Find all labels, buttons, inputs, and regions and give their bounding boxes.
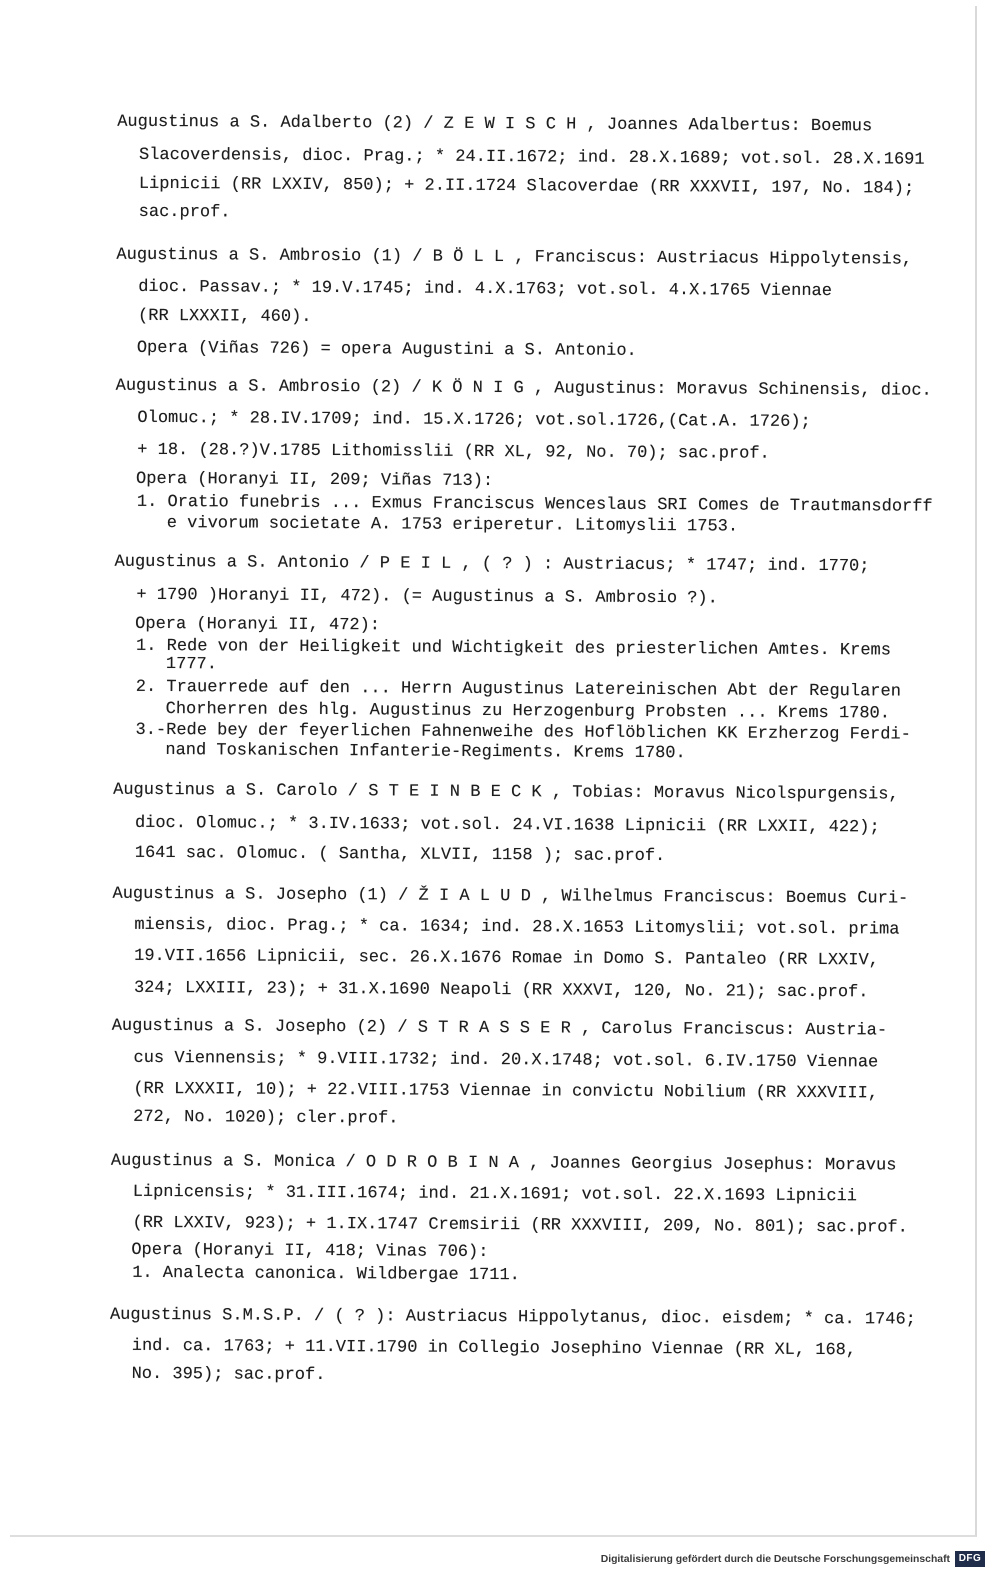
entry-line: No. 395); sac.prof. bbox=[131, 1364, 326, 1386]
dfg-logo: DFG bbox=[955, 1551, 985, 1567]
opera-line: Opera (Viñas 726) = opera Augustini a S. Antonio. bbox=[136, 338, 637, 361]
work-item-line: 2. Trauerrede auf den ... Herrn Augustinus Latereinischen Abt der Regularen bbox=[135, 677, 901, 702]
entry-line: dioc. Passav.; * 19.V.1745; ind. 4.X.1763; vot.sol. 4.X.1765 Viennae bbox=[138, 277, 833, 302]
entry-line: Slacoverdensis, dioc. Prag.; * 24.II.1672; ind. 28.X.1689; vot.sol. 28.X.1691 bbox=[138, 145, 925, 170]
work-item-line: 3.-Rede bey der feyerlichen Fahnenweihe des Hoflöblichen KK Erzherzog Ferdi- bbox=[135, 720, 911, 745]
entry-heading-line: Augustinus a S. Adalberto (2) / Z E W I S C H , Joannes Adalbertus: Boemus bbox=[117, 112, 873, 137]
entry-line: Olomuc.; * 28.IV.1709; ind. 15.X.1726; vot.sol.1726,(Cat.A. 1726); bbox=[137, 408, 811, 432]
entry-line: miensis, dioc. Prag.; * ca. 1634; ind. 28.X.1653 Litomyslii; vot.sol. prima bbox=[134, 915, 900, 940]
entry-heading-line: Augustinus a S. Ambrosio (1) / B Ö L L , Franciscus: Austriacus Hippolytensis, bbox=[116, 245, 913, 270]
work-item-line: 1777. bbox=[165, 655, 218, 675]
entry-heading-line: Augustinus a S. Ambrosio (2) / K Ö N I G , Augustinus: Moravus Schinensis, dioc. bbox=[115, 376, 932, 401]
entry-line: Lipnicensis; * 31.III.1674; ind. 21.X.1691; vot.sol. 22.X.1693 Lipnicii bbox=[132, 1182, 858, 1207]
entry-line: Lipnicii (RR LXXIV, 850); + 2.II.1724 Slacoverdae (RR XXXVII, 197, No. 184); bbox=[138, 174, 915, 199]
work-item-line: 1. Oratio funebris ... Exmus Franciscus Wenceslaus SRI Comes de Trautmansdorff bbox=[136, 492, 933, 517]
entry-line: + 1790 )Horanyi II, 472). (= Augustinus a S. Ambrosio ?). bbox=[136, 585, 718, 609]
entry-line: 19.VII.1656 Lipnicii, sec. 26.X.1676 Romae in Domo S. Pantaleo (RR LXXIV, bbox=[134, 946, 879, 971]
footer-text: Digitalisierung gefördert durch die Deutsche Forschungsgemeinschaft bbox=[600, 1553, 950, 1565]
entry-line: 324; LXXIII, 23); + 31.X.1690 Neapoli (RR XXXVI, 120, No. 21); sac.prof. bbox=[133, 978, 869, 1003]
entry-heading-line: Augustinus a S. Monica / O D R O B I N A , Joannes Georgius Josephus: Moravus bbox=[110, 1151, 897, 1176]
work-item-line: e vivorum societate A. 1753 eriperetur. Litomyslii 1753. bbox=[166, 514, 739, 537]
entry-line: ind. ca. 1763; + 11.VII.1790 in Collegio Josephino Viennae (RR XL, 168, bbox=[131, 1336, 857, 1361]
work-item-line: 1. Rede von der Heiligkeit und Wichtigkeit des priesterlichen Amtes. Krems bbox=[135, 636, 892, 661]
opera-line: Opera (Horanyi II, 472): bbox=[135, 614, 381, 636]
opera-line: Opera (Horanyi II, 418; Vinas 706): bbox=[131, 1240, 489, 1263]
entry-heading-line: Augustinus a S. Josepho (1) / Ž I A L U D , Wilhelmus Franciscus: Boemus Curi- bbox=[112, 884, 909, 909]
entry-heading-line: Augustinus a S. Carolo / S T E I N B E C K , Tobias: Moravus Nicolspurgensis, bbox=[113, 780, 899, 805]
entry-heading-line: Augustinus a S. Antonio / P E I L , ( ? ) : Austriacus; * 1747; ind. 1770; bbox=[114, 552, 870, 577]
entry-line: cus Viennensis; * 9.VIII.1732; ind. 20.X.1748; vot.sol. 6.IV.1750 Viennae bbox=[133, 1048, 879, 1073]
entry-line: dioc. Olomuc.; * 3.IV.1633; vot.sol. 24.VI.1638 Lipnicii (RR LXXII, 422); bbox=[134, 813, 880, 838]
entry-heading-line: Augustinus a S. Josepho (2) / S T R A S S E R , Carolus Franciscus: Austria- bbox=[111, 1016, 888, 1041]
entry-heading-line: Augustinus S.M.S.P. / ( ? ): Austriacus Hippolytanus, dioc. eisdem; * ca. 1746; bbox=[109, 1305, 916, 1330]
entry-line: (RR LXXXII, 460). bbox=[138, 306, 312, 327]
work-item-line: nand Toskanischen Infanterie-Regiments. Krems 1780. bbox=[165, 741, 686, 764]
entry-line: (RR LXXIV, 923); + 1.IX.1747 Cremsirii (RR XXXVIII, 209, No. 801); sac.prof. bbox=[132, 1213, 908, 1238]
entry-line: (RR LXXXII, 10); + 22.VIII.1753 Viennae in convictu Nobilium (RR XXXVIII, bbox=[133, 1079, 879, 1104]
entry-line: sac.prof. bbox=[138, 202, 231, 223]
footer-credit bbox=[601, 1551, 985, 1567]
opera-line: Opera (Horanyi II, 209; Viñas 713): bbox=[136, 469, 494, 492]
work-item-line: Chorherren des hlg. Augustinus zu Herzogenburg Probsten ... Krems 1780. bbox=[165, 700, 891, 724]
entry-line: + 18. (28.?)V.1785 Lithomisslii (RR XL, 92, No. 70); sac.prof. bbox=[137, 440, 770, 464]
entry-line: 272, No. 1020); cler.prof. bbox=[133, 1107, 399, 1129]
entry bbox=[0, 0, 960, 223]
entry-line: 1641 sac. Olomuc. ( Santha, XLVII, 1158 ); sac.prof. bbox=[134, 843, 666, 867]
work-item-line: 1. Analecta canonica. Wildbergae 1711. bbox=[132, 1263, 520, 1286]
